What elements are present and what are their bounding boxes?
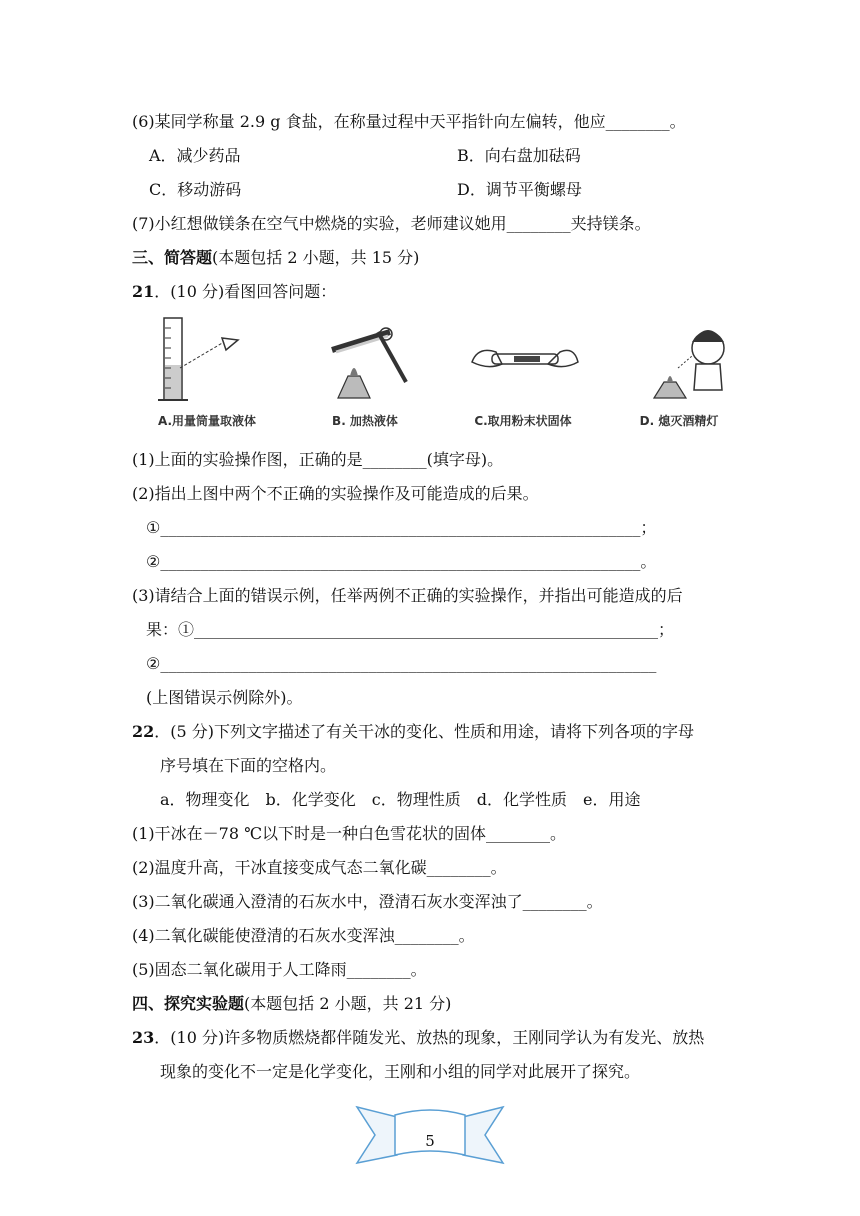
section-4-info: (本题包括 2 小题，共 21 分) xyxy=(244,994,452,1013)
section-3-heading xyxy=(132,248,419,268)
q21-part3-line1: (3)请结合上面的错误示例，任举两例不正确的实验操作，并指出可能造成的后 xyxy=(132,586,683,605)
section-3-title: 三、简答题 xyxy=(132,248,213,267)
q22-part2: (2)温度升高，干冰直接变成气态二氧化碳________。 xyxy=(132,858,507,877)
q21-stem xyxy=(132,282,336,302)
q20-option-c: C．移动游码 xyxy=(149,180,242,199)
figure-c xyxy=(448,310,598,435)
section-4-heading xyxy=(132,994,451,1014)
q21-part2: (2)指出上图中两个不正确的实验操作及可能造成的后果。 xyxy=(132,484,539,503)
graduated-cylinder-illustration xyxy=(132,310,282,410)
q21-stem-text: ．(10 分)看图回答问题： xyxy=(154,282,337,301)
q21-part3-note: (上图错误示例除外)。 xyxy=(146,688,303,707)
q22-options: a．物理变化 b．化学变化 c．物理性质 d．化学性质 e．用途 xyxy=(160,790,641,809)
q21-part2-blank-1: ①____________________________________________________________； xyxy=(146,518,657,537)
q22-part5: (5)固态二氧化碳用于人工降雨________。 xyxy=(132,960,427,979)
section-3-info: (本题包括 2 小题，共 15 分) xyxy=(212,248,420,267)
q21-part3-line2: 果：①__________________________________________________________； xyxy=(146,620,675,639)
q22-part3: (3)二氧化碳通入澄清的石灰水中，澄清石灰水变浑浊了________。 xyxy=(132,892,603,911)
figure-b xyxy=(290,310,440,435)
q21-number: 21 xyxy=(132,282,155,301)
q21-part1: (1)上面的实验操作图，正确的是________(填字母)。 xyxy=(132,450,504,469)
figure-d-caption: D. 熄灭酒精灯 xyxy=(639,414,719,428)
q21-part2-blank-2: ②____________________________________________________________。 xyxy=(146,552,657,571)
q20-option-a: A．减少药品 xyxy=(149,146,241,165)
q21-part3-line3: ②______________________________________________________________ xyxy=(146,654,657,673)
section-4-title: 四、探究实验题 xyxy=(132,994,245,1013)
q22-stem-text: ．(5 分)下列文字描述了有关干冰的变化、性质和用途，请将下列各项的字母 xyxy=(154,722,695,741)
q20-part7: (7)小红想做镁条在空气中燃烧的实验，老师建议她用________夹持镁条。 xyxy=(132,214,651,233)
figure-c-caption: C.取用粉末状固体 xyxy=(474,414,572,428)
figure-b-caption: B. 加热液体 xyxy=(332,414,398,428)
q23-stem-text: ．(10 分)许多物质燃烧都伴随发光、放热的现象，王刚同学认为有发光、放热 xyxy=(154,1028,705,1047)
q23-stem xyxy=(132,1028,704,1048)
extinguish-lamp-illustration xyxy=(604,310,754,410)
q22-stem-line2: 序号填在下面的空格内。 xyxy=(160,756,337,775)
q23-stem-line2: 现象的变化不一定是化学变化，王刚和小组的同学对此展开了探究。 xyxy=(160,1062,641,1081)
q22-number: 22 xyxy=(132,722,155,741)
q20-option-d: D．调节平衡螺母 xyxy=(457,180,582,199)
figure-d xyxy=(604,310,754,435)
q20-option-b: B．向右盘加砝码 xyxy=(457,146,581,165)
figure-a-caption: A.用量筒量取液体 xyxy=(157,414,257,428)
figure-a xyxy=(132,310,282,435)
q22-part4: (4)二氧化碳能使澄清的石灰水变浑浊________。 xyxy=(132,926,475,945)
heating-liquid-illustration xyxy=(290,310,440,410)
q20-part6: (6)某同学称量 2.9 g 食盐，在称量过程中天平指针向左偏转，他应________。 xyxy=(132,112,686,131)
q23-number: 23 xyxy=(132,1028,155,1047)
q22-stem xyxy=(132,722,694,742)
q22-part1: (1)干冰在－78 ℃以下时是一种白色雪花状的固体________。 xyxy=(132,824,567,843)
q21-figures xyxy=(132,310,752,435)
page-number: 5 xyxy=(425,1132,435,1150)
powder-solid-illustration xyxy=(448,310,598,410)
